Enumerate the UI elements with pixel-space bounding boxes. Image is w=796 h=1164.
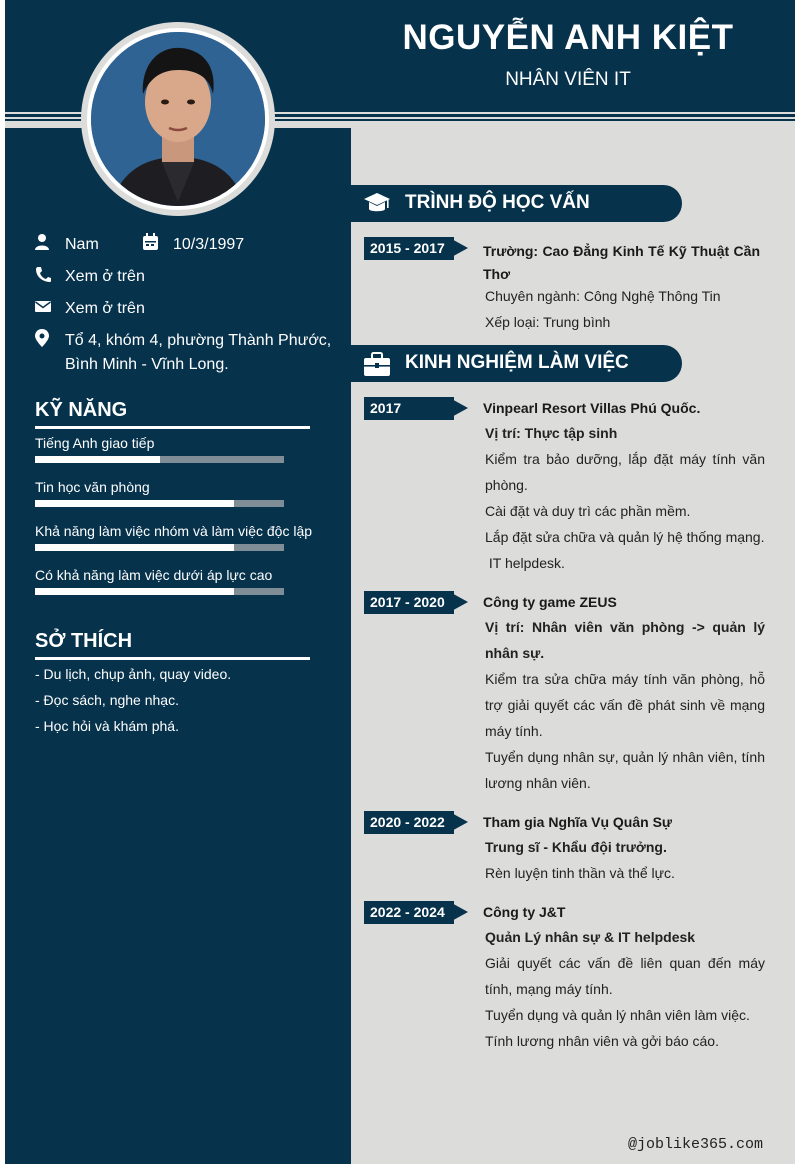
calendar-icon	[143, 233, 159, 251]
phone-value: Xem ở trên	[65, 268, 145, 285]
education-major: Chuyên ngành: Công Nghệ Thông Tin	[485, 288, 721, 304]
skill-name: Có khả năng làm việc dưới áp lực cao	[35, 567, 273, 583]
period-arrow	[448, 397, 468, 419]
period-label: 2020 - 2022	[364, 811, 454, 834]
period-arrow	[448, 591, 468, 613]
hobby-item: - Đọc sách, nghe nhạc.	[35, 692, 179, 708]
job-duty: Lắp đặt sửa chữa và quản lý hệ thống mạng.	[485, 529, 765, 545]
skill-level-bar	[35, 588, 284, 595]
job-duty: Giải quyết các vấn đề liên quan đến máy tính, mạng máy tính.	[485, 955, 765, 997]
period-arrow	[448, 901, 468, 923]
phone-icon	[35, 265, 51, 283]
education-heading-banner	[351, 185, 682, 222]
location-pin-icon	[35, 329, 51, 347]
company-name: Vinpearl Resort Villas Phú Quốc.	[483, 400, 701, 416]
hobby-item: - Du lịch, chụp ảnh, quay video.	[35, 666, 232, 682]
company-name: Tham gia Nghĩa Vụ Quân Sự	[483, 814, 673, 830]
briefcase-icon	[363, 350, 391, 378]
experience-heading-banner	[351, 345, 682, 382]
job-duty: Tuyển dụng và quản lý nhân viên làm việc.	[485, 1007, 750, 1023]
address-line-1: Tổ 4, khóm 4, phường Thành Phước,	[65, 332, 332, 349]
skill-name: Khả năng làm việc nhóm và làm việc độc lập	[35, 523, 313, 539]
skill-name: Tiếng Anh giao tiếp	[35, 435, 155, 451]
company-name: Công ty game ZEUS	[483, 594, 617, 610]
birthday-value: 10/3/1997	[173, 236, 245, 253]
hobby-item: - Học hỏi và khám phá.	[35, 718, 179, 734]
skills-rule	[35, 426, 310, 429]
address-line-2: Bình Minh - Vĩnh Long.	[65, 356, 229, 373]
job-role: Vị trí: Thực tập sinh	[485, 425, 618, 441]
candidate-name: NGUYỄN ANH KIỆT	[402, 18, 734, 57]
job-duty: Tuyển dụng nhân sự, quản lý nhân viên, tính lương nhân viên.	[485, 749, 765, 791]
avatar-frame	[81, 22, 275, 216]
job-role: Trung sĩ - Khẩu đội trưởng.	[485, 839, 667, 855]
footer-watermark: @joblike365.com	[628, 1136, 764, 1153]
mail-icon	[35, 297, 51, 315]
experience-heading: KINH NGHIỆM LÀM VIỆC	[405, 352, 629, 373]
education-grade: Xếp loại: Trung bình	[485, 314, 611, 330]
hobbies-rule	[35, 657, 310, 660]
period-label: 2017	[364, 397, 454, 420]
period-label: 2015 - 2017	[364, 237, 454, 260]
job-duty: Kiểm tra sửa chữa máy tính văn phòng, hỗ trợ giải quyết các vấn đề phát sinh về mạng máy tính.	[485, 671, 765, 739]
job-role: Quản Lý nhân sự & IT helpdesk	[485, 929, 696, 945]
job-duty: Kiểm tra bảo dưỡng, lắp đặt máy tính văn phòng.	[485, 451, 765, 493]
skills-heading: KỸ NĂNG	[35, 399, 128, 421]
candidate-title: NHÂN VIÊN IT	[505, 69, 631, 90]
person-icon	[35, 233, 51, 251]
job-duty: Tính lương nhân viên và gởi báo cáo.	[485, 1033, 719, 1049]
avatar	[91, 32, 265, 206]
period-arrow	[448, 811, 468, 833]
email-value: Xem ở trên	[65, 300, 145, 317]
education-heading: TRÌNH ĐỘ HỌC VẤN	[405, 192, 590, 213]
skill-level-bar	[35, 456, 284, 463]
period-label: 2022 - 2024	[364, 901, 454, 924]
job-duty: Rèn luyện tinh thần và thể lực.	[485, 865, 675, 881]
gender-value: Nam	[65, 236, 99, 253]
period-label: 2017 - 2020	[364, 591, 454, 614]
skill-name: Tin học văn phòng	[35, 479, 150, 495]
job-duty: IT helpdesk.	[485, 555, 565, 571]
hobbies-heading: SỞ THÍCH	[35, 630, 133, 652]
company-name: Công ty J&T	[483, 904, 566, 920]
skill-level-bar	[35, 544, 284, 551]
graduation-cap-icon	[363, 190, 391, 218]
job-duty: Cài đặt và duy trì các phần mềm.	[485, 503, 691, 519]
school-name: Trường: Cao Đẳng Kinh Tế Kỹ Thuật Cần Thơ	[483, 243, 760, 282]
job-role: Vị trí: Nhân viên văn phòng -> quản lý nhân sự.	[485, 619, 765, 661]
period-arrow	[448, 237, 468, 259]
skill-level-bar	[35, 500, 284, 507]
